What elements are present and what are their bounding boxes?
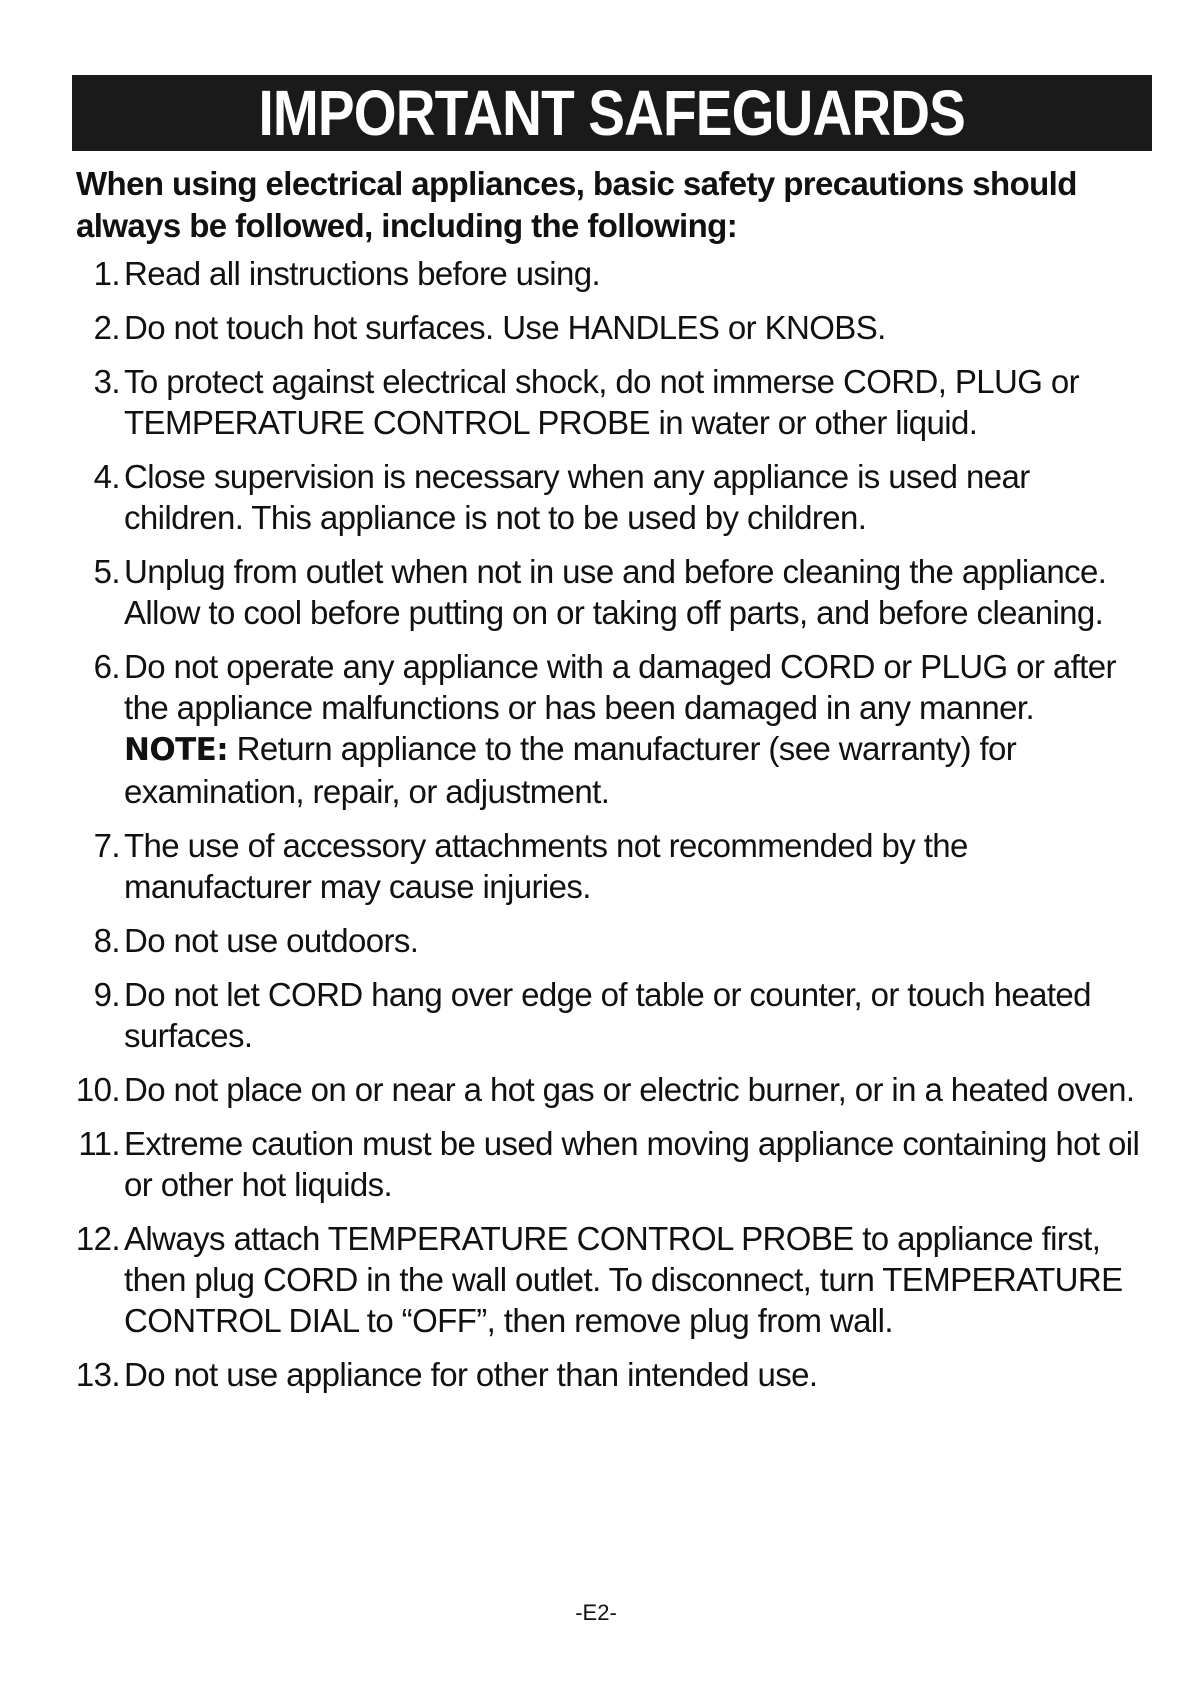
- item-text: Do not place on or near a hot gas or electric burner, or in a heated oven.: [124, 1071, 1135, 1108]
- list-item: [72, 1123, 1152, 1205]
- list-item: [72, 307, 1152, 348]
- list-item: [72, 920, 1152, 961]
- item-text: Read all instructions before using.: [124, 255, 601, 292]
- item-text: Always attach TEMPERATURE CONTROL PROBE to appliance first, then plug CORD in the wall outlet. To disconnect, turn TEMPERATURE CONTROL DIAL to “OFF”, then remove plug from wall.: [124, 1220, 1123, 1339]
- item-number: 7.: [93, 827, 120, 864]
- item-number: 1.: [93, 255, 120, 292]
- item-text: Do not touch hot surfaces. Use HANDLES or KNOBS.: [124, 309, 886, 346]
- item-number: 11.: [78, 1125, 120, 1162]
- item-number: 12.: [75, 1220, 120, 1257]
- item-number: 6.: [93, 648, 120, 685]
- item-text: Unplug from outlet when not in use and before cleaning the appliance. Allow to cool before putting on or taking off parts, and before cleaning.: [124, 553, 1107, 631]
- safeguards-page: [72, 75, 1152, 1408]
- item-number: 10.: [75, 1071, 120, 1108]
- list-item: [72, 974, 1152, 1056]
- item-number: 8.: [93, 922, 120, 959]
- item-number: 9.: [93, 976, 120, 1013]
- item-number: 13.: [75, 1356, 120, 1393]
- page-number: -E2-: [575, 1600, 617, 1625]
- list-item: [72, 646, 1152, 812]
- item-text: To protect against electrical shock, do not immerse CORD, PLUG or TEMPERATURE CONTROL PROBE in water or other liquid.: [124, 363, 1080, 441]
- note-text: Return appliance to the manufacturer (see warranty) for examination, repair, or adjustment.: [124, 730, 1017, 810]
- item-text: Close supervision is necessary when any appliance is used near children. This appliance is not to be used by children.: [124, 458, 1030, 536]
- list-item: [72, 1069, 1152, 1110]
- item-text: Do not use outdoors.: [124, 922, 419, 959]
- intro-text: When using electrical appliances, basic safety precautions should always be followed, including the following:: [76, 165, 1077, 244]
- item-number: 3.: [93, 363, 120, 400]
- item-text: Extreme caution must be used when moving appliance containing hot oil or other hot liquids.: [124, 1125, 1140, 1203]
- title-banner: [72, 75, 1152, 151]
- list-item: [72, 456, 1152, 538]
- list-item: [72, 1218, 1152, 1341]
- item-number: 2.: [93, 309, 120, 346]
- item-number: 4.: [93, 458, 120, 495]
- list-item: [72, 551, 1152, 633]
- item-text-group: [124, 646, 1152, 812]
- item-number: 5.: [93, 553, 120, 590]
- item-text: Do not operate any appliance with a damaged CORD or PLUG or after the appliance malfunctions or has been damaged in any manner.: [124, 648, 1116, 726]
- page-title: IMPORTANT SAFEGUARDS: [258, 77, 966, 149]
- list-item: [72, 1354, 1152, 1395]
- note-label: NOTE:: [124, 732, 229, 768]
- list-item: [72, 361, 1152, 443]
- list-item: [72, 825, 1152, 907]
- item-text: The use of accessory attachments not recommended by the manufacturer may cause injuries.: [124, 827, 968, 905]
- safeguard-list: [72, 253, 1152, 1395]
- item-text: Do not use appliance for other than intended use.: [124, 1356, 818, 1393]
- list-item: [72, 253, 1152, 294]
- item-text: Do not let CORD hang over edge of table or counter, or touch heated surfaces.: [124, 976, 1091, 1054]
